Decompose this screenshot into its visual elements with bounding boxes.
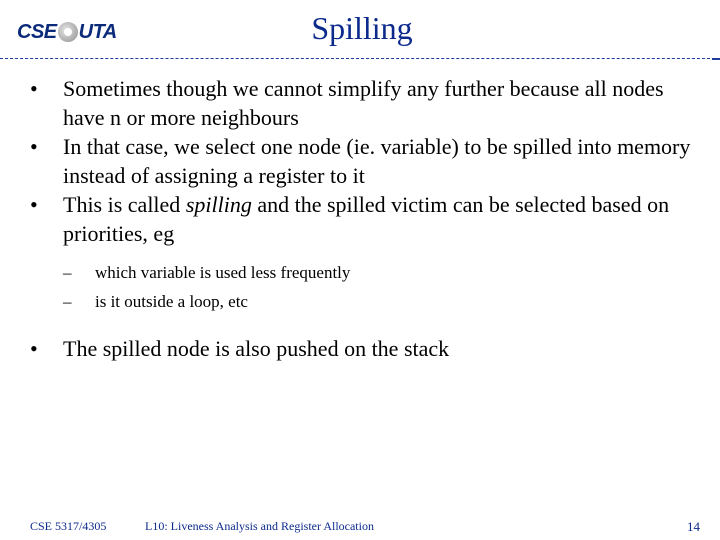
sub-bullet-text: which variable is used less frequently: [95, 263, 351, 282]
bullet-dot-icon: •: [30, 76, 38, 101]
logo-cse-text: CSE: [17, 20, 57, 43]
dash-icon: –: [63, 292, 72, 311]
bullet-text-after: and the spilled victim can be selected based on priorities, eg: [63, 192, 670, 246]
bullet-dot-icon: •: [30, 336, 38, 361]
bullet-item: [30, 132, 700, 190]
slide-title: Spilling: [311, 10, 413, 46]
bullet-list: [30, 74, 700, 363]
bullet-emphasis: spilling: [185, 192, 252, 217]
bullet-text: In that case, we select one node (ie. variable) to be spilled into memory instead of assigning a register to it: [63, 134, 691, 188]
sub-bullet-item: [63, 258, 700, 287]
bullet-text: The spilled node is also pushed on the stack: [63, 336, 450, 361]
logo-uta-text: UTA: [78, 20, 117, 43]
title-divider: [0, 58, 720, 59]
bullet-text-before: This is called: [63, 192, 186, 217]
dash-icon: –: [63, 263, 72, 282]
sub-bullet-list: [63, 258, 700, 316]
bullet-dot-icon: •: [30, 134, 38, 159]
title-divider-end: [712, 58, 720, 64]
footer-page-number: 14: [687, 519, 700, 534]
bullet-item: [30, 334, 700, 363]
sub-bullet-item: [63, 287, 700, 316]
footer-lecture-title: L10: Liveness Analysis and Register Allocation: [145, 519, 374, 533]
footer-course: CSE 5317/4305: [30, 519, 107, 533]
bullet-text: Sometimes though we cannot simplify any further because all nodes have n or more neighbours: [63, 76, 664, 130]
sub-bullet-text: is it outside a loop, etc: [95, 292, 248, 311]
bullet-dot-icon: •: [30, 192, 38, 217]
bullet-item: [30, 74, 700, 132]
bullet-item: [30, 190, 700, 316]
